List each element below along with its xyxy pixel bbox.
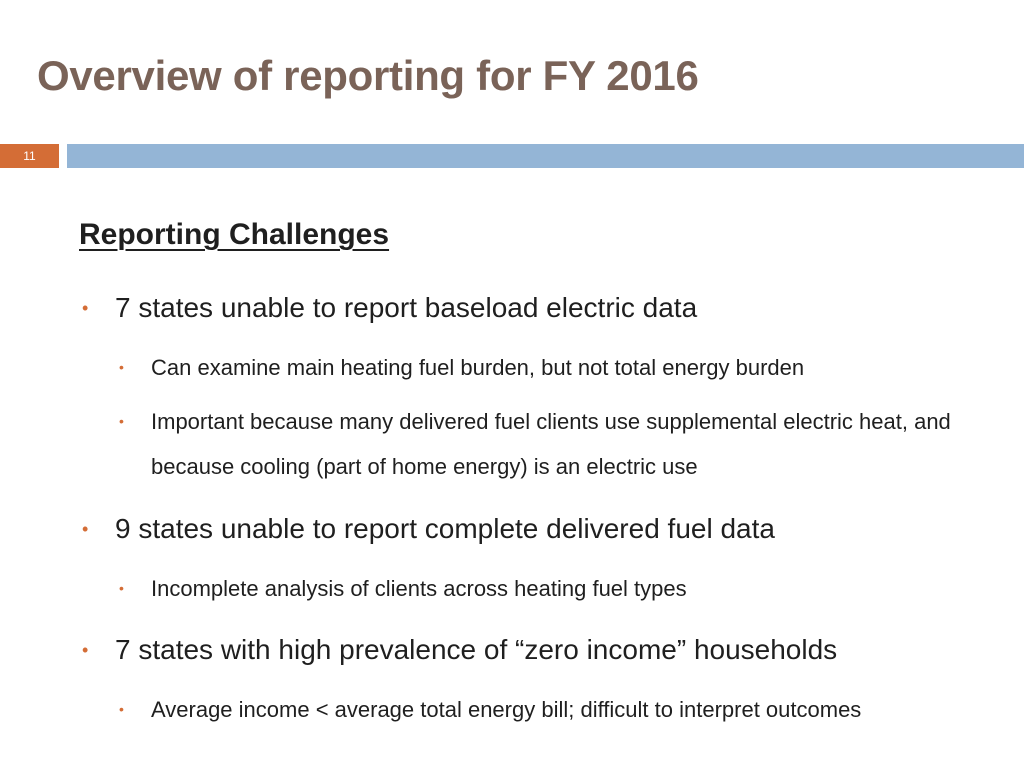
sub-bullet-item	[119, 399, 971, 489]
title-divider-band	[67, 144, 1024, 168]
bullet-icon: •	[82, 640, 89, 660]
sub-bullet-text: Average income < average total energy bill; difficult to interpret outcomes	[151, 697, 862, 722]
bullet-icon: •	[82, 519, 89, 539]
sub-bullet-item	[119, 345, 971, 390]
bullet-icon: •	[119, 359, 124, 375]
sub-bullet-item	[119, 566, 971, 611]
sub-bullet-text: Important because many delivered fuel clients use supplemental electric heat, and because cooling (part of home energy) is an electric use	[151, 409, 951, 479]
bullet-text: 9 states unable to report complete delivered fuel data	[115, 513, 775, 544]
bullet-icon: •	[119, 413, 124, 429]
section-heading: Reporting Challenges	[79, 218, 390, 251]
bullet-icon: •	[82, 298, 89, 318]
sub-bullet-item	[119, 687, 971, 732]
sub-bullet-text: Can examine main heating fuel burden, but not total energy burden	[151, 355, 805, 380]
bullet-icon: •	[119, 701, 124, 717]
bullet-item	[82, 511, 775, 547]
bullet-icon: •	[119, 580, 124, 596]
bullet-text: 7 states with high prevalence of “zero income” households	[115, 634, 838, 665]
slide-title: Overview of reporting for FY 2016	[37, 52, 699, 99]
bullet-item	[82, 632, 838, 668]
sub-bullet-text: Incomplete analysis of clients across heating fuel types	[151, 576, 687, 601]
bullet-text: 7 states unable to report baseload electric data	[115, 292, 698, 323]
page-number-badge: 11	[0, 144, 59, 168]
bullet-item	[82, 290, 698, 326]
